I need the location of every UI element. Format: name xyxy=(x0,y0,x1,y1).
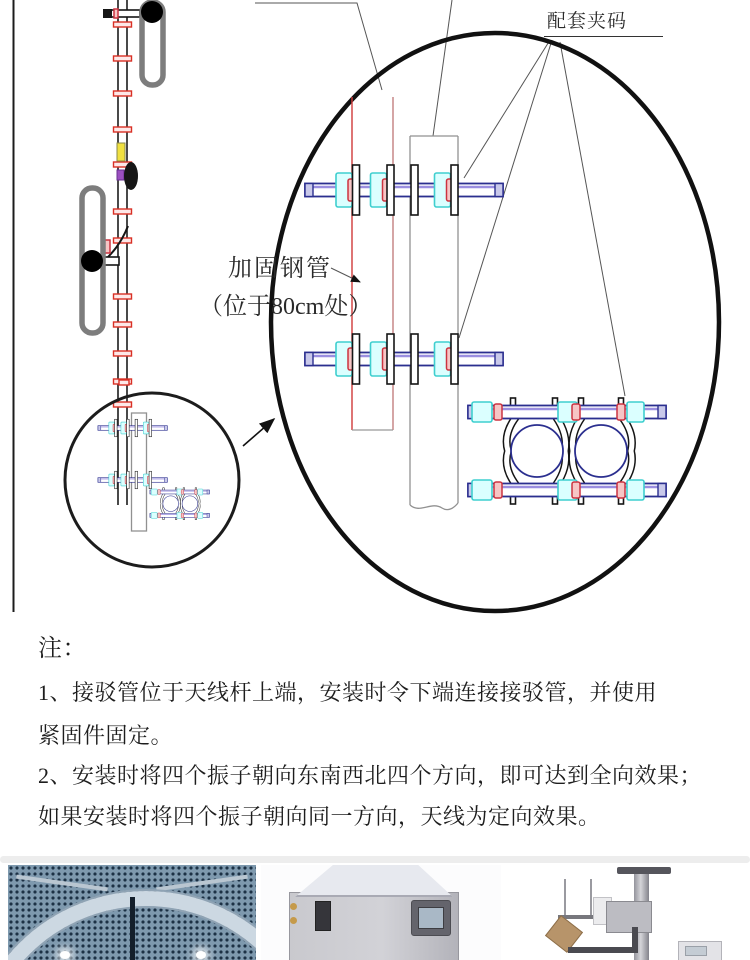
note-line-4: 如果安装时将四个振子朝向同一方向，天线为定向效果。 xyxy=(38,804,601,829)
note-line-1: 1、接驳管位于天线杆上端，安装时令下端连接接驳管，并使用 xyxy=(38,680,658,705)
salt-spray-test-chamber-photo xyxy=(261,865,501,960)
mounting-rod-row-upper xyxy=(305,165,503,215)
section-divider xyxy=(0,856,750,863)
hinge xyxy=(290,903,297,910)
balun-dot xyxy=(81,250,103,272)
controller-unit xyxy=(678,941,722,960)
guide-rod xyxy=(564,879,566,917)
feed-point-yellow xyxy=(117,143,125,161)
chamber-light xyxy=(60,951,70,959)
pipe-clamp-assembly xyxy=(468,398,666,504)
hinge xyxy=(290,917,297,924)
chamber-light xyxy=(196,951,206,959)
truss-left xyxy=(16,875,108,892)
panel-screen xyxy=(418,907,444,929)
controller-screen xyxy=(685,946,707,956)
clamp-callout-label: 配套夹码 xyxy=(544,6,663,37)
base-bracket-upright xyxy=(632,927,638,953)
drop-test-machine-photo xyxy=(506,865,745,960)
test-antenna xyxy=(130,897,135,960)
feed-point-purple xyxy=(117,170,124,180)
pipe-callout-line1: 加固钢管 xyxy=(228,256,332,282)
chamber-slot xyxy=(315,901,331,931)
notes-heading: 注： xyxy=(38,636,87,662)
balun-blob xyxy=(124,162,138,190)
control-panel xyxy=(411,900,451,936)
note-line-2: 紧固件固定。 xyxy=(38,723,174,748)
note-line-3: 2、安装时将四个振子朝向东南西北四个方向，即可达到全向效果； xyxy=(38,763,703,788)
truss-right xyxy=(156,875,248,892)
mounting-rod-row-lower xyxy=(305,334,503,384)
pipe-callout-line2: （位于80cm处） xyxy=(199,294,373,320)
balun-dot xyxy=(141,1,163,23)
tester-top-beam xyxy=(617,867,671,874)
guide-rod xyxy=(590,879,592,917)
detail-circle xyxy=(65,393,239,567)
anechoic-chamber-photo xyxy=(8,865,256,960)
base-bracket xyxy=(568,947,638,953)
pipe-arrow-icon xyxy=(331,268,360,282)
carriage xyxy=(606,901,652,933)
chamber-lid xyxy=(295,865,453,897)
zoom-ellipse xyxy=(271,33,719,611)
antenna-mast xyxy=(81,0,163,520)
top-folded-dipole xyxy=(103,1,163,85)
magnify-arrow-icon xyxy=(243,419,274,446)
